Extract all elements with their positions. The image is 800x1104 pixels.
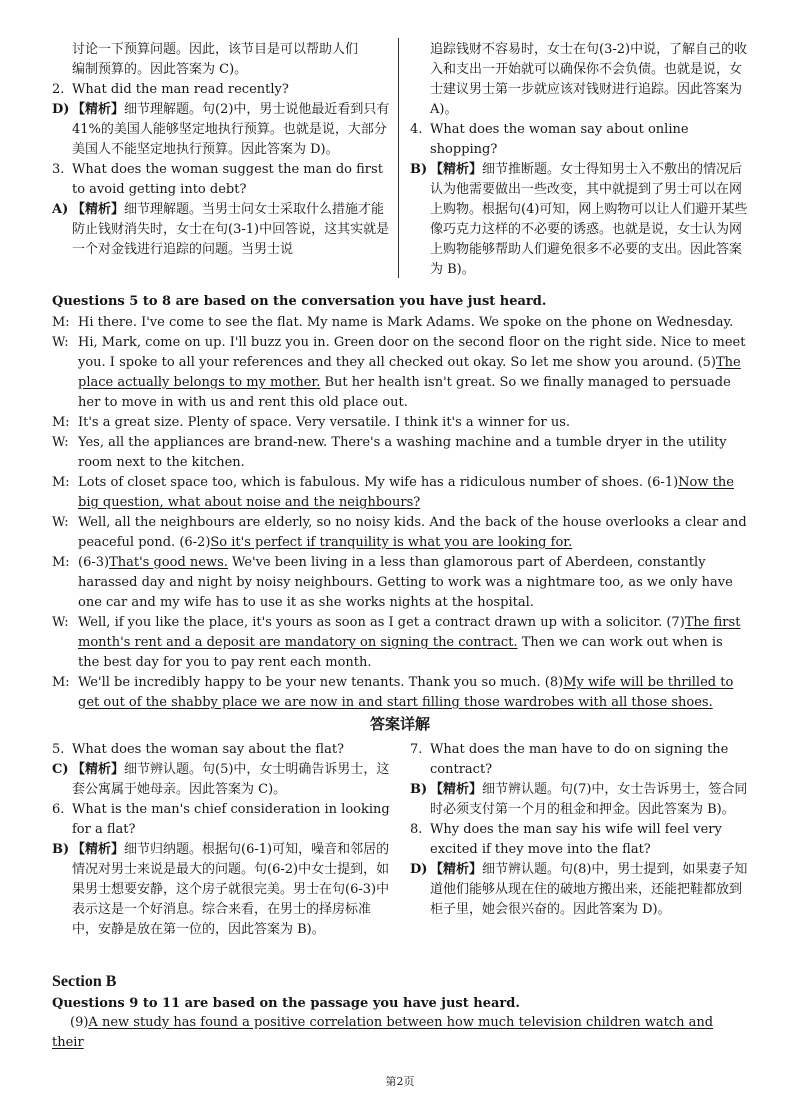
answers-right-column [410,740,750,920]
speaker-label: W: [52,515,69,530]
dialogue-text: (6-3)That's good news. We've been living in a less than glamorous part of Aberdeen, constantly harassed day and night by noisy neighbours. Getting to work was a nightmare too, as we only have one car and my wife has to use it as she works nights at the hospital. [78,555,733,610]
speaker-label: M: [52,675,70,690]
dialogue-text: Yes, all the appliances are brand-new. There's a washing machine and a tumble dryer in the utility room next to the kitchen. [78,435,727,470]
question-7: 7. What does the man have to do on signing the contract? [410,742,729,777]
answer-2: D) 【精析】细节理解题。句(2)中，男士说他最近看到只有41%的美国人能够坚定地执行预算。也就是说，大部分美国人不能坚定地执行预算。因此答案为 D)。 [52,102,390,157]
page-number: 第2页 [385,1075,415,1088]
dialogue [52,313,748,713]
continued-text-right: 追踪钱财不容易时，女士在句(3-2)中说，了解自己的收入和支出一开始就可以确保你不会负债。也就是说，女士建议男士第一步就应该对钱财进行追踪。因此答案为 A)。 [430,42,748,117]
underlined-key-sentence: The first month's rent and a deposit are mandatory on signing the contract. [78,615,741,650]
question-8: 8. Why does the man say his wife will feel very excited if they move into the flat? [410,822,722,857]
top-right-column [410,40,750,280]
dialogue-line [52,333,748,413]
passage-start: (9)A new study has found a positive correlation between how much television children watch and their [52,1015,714,1050]
underlined-key-sentence: So it's perfect if tranquility is what you are looking for. [210,535,573,550]
answers-title: 答案详解 [369,715,430,733]
answer-6: B) 【精析】细节归纳题。根据句(6-1)可知，噪音和邻居的情况对男士来说是最大的问题。句(6-2)中女士提到，如果男士想要安静，这个房子就很完美。男士在句(6-3)中表示这是一个好消息。综合来看，在男士的择房标准中，安静是放在第一位的，因此答案为 B)。 [52,842,390,937]
dialogue-text: Hi, Mark, come on up. I'll buzz you in. Green door on the second floor on the right side. Nice to meet you. I spoke to all your references and they all checked out okay. So let me show you around. (5)The place actually belongs to my mother. But her health isn't great. So we finally managed to persuade her to move in with us and rent this old place out. [78,335,746,410]
speaker-label: M: [52,475,70,490]
dialogue-text: It's a great size. Plenty of space. Very versatile. I think it's a winner for us. [78,415,571,430]
questions-9-11-heading: Questions 9 to 11 are based on the passage you have just heard. [52,996,520,1011]
question-2: 2. What did the man read recently? [52,82,289,97]
dialogue-text: Well, all the neighbours are elderly, so no noisy kids. And the back of the house overlooks a clear and peaceful pond. (6-2)So it's perfect if tranquility is what you are looking for. [78,515,747,550]
section-b-title: Section B [52,973,117,990]
speaker-label: M: [52,415,70,430]
answer-4: B) 【精析】细节推断题。女士得知男士入不敷出的情况后认为他需要做出一些改变，其中就提到了男士可以在网上购物。根据句(4)可知，网上购物可以让人们避开某些像巧克力这样的不必要的诱惑。也就是说，女士认为网上购物能够帮助人们避免很多不必要的支出。因此答案为 B)。 [410,162,748,277]
speaker-label: M: [52,315,70,330]
speaker-label: M: [52,555,70,570]
underlined-key-sentence: My wife will be thrilled to get out of the shabby place we are now in and start filling those wardrobes with all those shoes. [78,675,734,710]
dialogue-line [52,513,748,553]
top-left-column [52,40,392,260]
underlined-key-sentence: The place actually belongs to my mother. [78,355,741,390]
dialogue-text: We'll be incredibly happy to be your new tenants. Thank you so much. (8)My wife will be thrilled to get out of the shabby place we are now in and start filling those wardrobes with all those shoes. [78,675,734,710]
questions-5-8-heading: Questions 5 to 8 are based on the conversation you have just heard. [52,294,547,309]
underlined-key-sentence: Now the big question, what about noise and the neighbours? [78,475,734,510]
speaker-label: W: [52,615,69,630]
dialogue-line [52,473,748,513]
question-5: 5. What does the woman say about the flat? [52,742,345,757]
dialogue-line [52,673,748,713]
answer-3: A) 【精析】细节理解题。当男士问女士采取什么措施才能防止钱财消失时，女士在句(3-1)中回答说，这其实就是一个对金钱进行追踪的问题。当男士说 [52,202,390,257]
dialogue-line [52,553,748,613]
answer-7: B) 【精析】细节辨认题。句(7)中，女士告诉男士，签合同时必须支付第一个月的租金和押金。因此答案为 B)。 [410,782,748,817]
dialogue-text: Well, if you like the place, it's yours as soon as I get a contract drawn up with a solicitor. (7)The first month's rent and a deposit are mandatory on signing the contract. Then we can work out when is the best day for you to pay rent each month. [78,615,741,670]
continued-text: 讨论一下预算问题。因此，该节目是可以帮助人们 编制预算的。因此答案为 C)。 [72,42,359,77]
dialogue-line [52,413,748,433]
answers-left-column [52,740,392,940]
underlined-key-sentence: That's good news. [109,555,228,570]
dialogue-line [52,613,748,673]
speaker-label: W: [52,435,69,450]
speaker-label: W: [52,335,69,350]
answer-8: D) 【精析】细节辨认题。句(8)中，男士提到，如果妻子知道他们能够从现在住的破地方搬出来，还能把鞋都放到柜子里，她会很兴奋的。因此答案为 D)。 [410,862,748,917]
question-4: 4. What does the woman say about online shopping? [410,122,689,157]
question-6: 6. What is the man's chief consideration in looking for a flat? [52,802,390,837]
dialogue-line [52,313,748,333]
dialogue-line [52,433,748,473]
answer-5: C) 【精析】细节辨认题。句(5)中，女士明确告诉男士，这套公寓属于她母亲。因此答案为 C)。 [52,762,390,797]
column-divider [398,38,399,278]
question-3: 3. What does the woman suggest the man do first to avoid getting into debt? [52,162,383,197]
dialogue-text: Hi there. I've come to see the flat. My name is Mark Adams. We spoke on the phone on Wednesday. [78,315,734,330]
dialogue-text: Lots of closet space too, which is fabulous. My wife has a ridiculous number of shoes. (6-1)Now the big question, what about noise and the neighbours? [78,475,734,510]
